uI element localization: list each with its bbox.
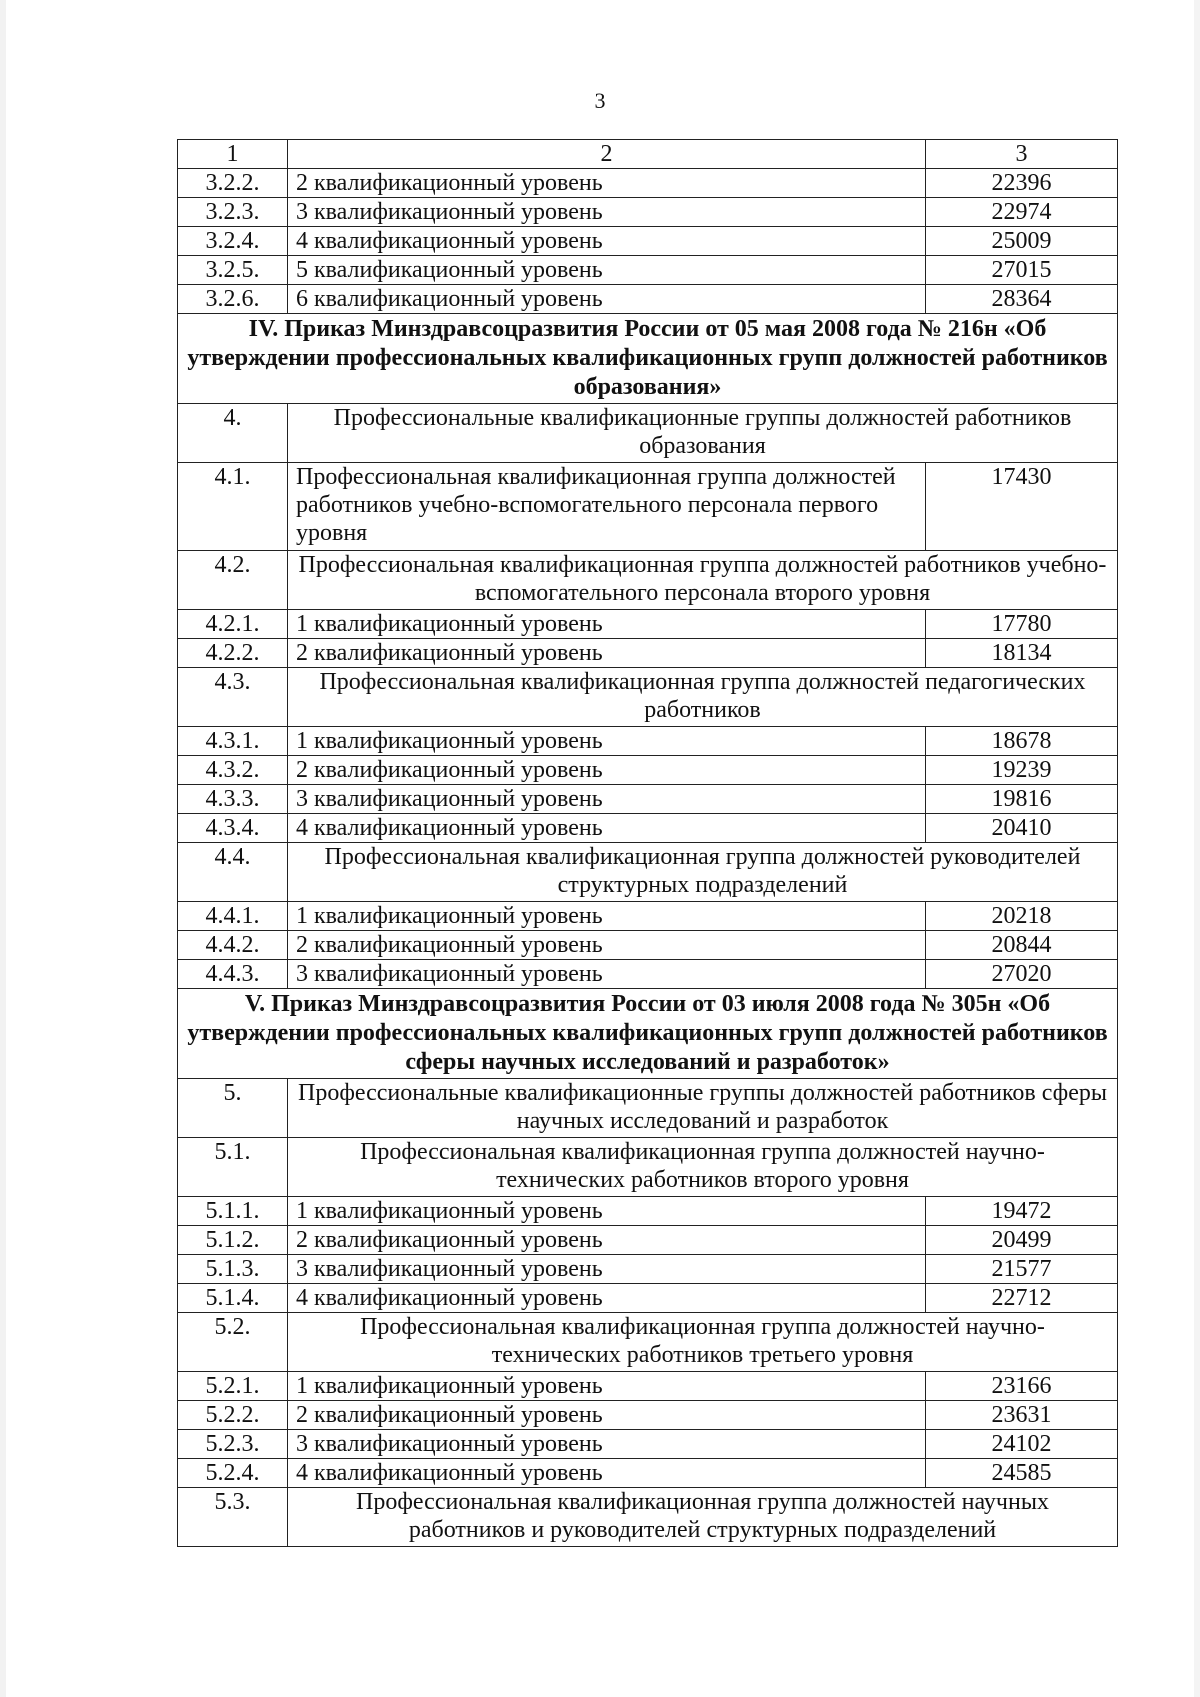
row-code: 4.3.2. bbox=[178, 756, 288, 785]
row-code: 3.2.3. bbox=[178, 198, 288, 227]
row-value: 19239 bbox=[926, 756, 1118, 785]
row-name: 6 квалификационный уровень bbox=[288, 285, 926, 314]
group-title: Профессиональная квалификационная группа должностей педагогических работников bbox=[288, 668, 1118, 727]
table-row bbox=[178, 285, 1118, 314]
column-header-2: 2 bbox=[288, 140, 926, 169]
salary-table bbox=[177, 139, 1118, 1547]
row-name: 3 квалификационный уровень bbox=[288, 1255, 926, 1284]
row-code: 3.2.2. bbox=[178, 169, 288, 198]
group-row bbox=[178, 668, 1118, 727]
row-name: 2 квалификационный уровень bbox=[288, 1226, 926, 1255]
table-body bbox=[178, 140, 1118, 1547]
row-value: 22712 bbox=[926, 1284, 1118, 1313]
row-code: 5.2. bbox=[178, 1313, 288, 1372]
row-name: 2 квалификационный уровень bbox=[288, 639, 926, 668]
row-code: 5.1. bbox=[178, 1138, 288, 1197]
row-code: 5. bbox=[178, 1079, 288, 1138]
row-name: 2 квалификационный уровень bbox=[288, 1401, 926, 1430]
table-row bbox=[178, 1284, 1118, 1313]
group-title: Профессиональная квалификационная группа должностей научно-технических работников третьего уровня bbox=[288, 1313, 1118, 1372]
row-code: 4.2.2. bbox=[178, 639, 288, 668]
group-row bbox=[178, 404, 1118, 463]
column-header-1: 1 bbox=[178, 140, 288, 169]
group-row bbox=[178, 1138, 1118, 1197]
row-name: Профессиональная квалификационная группа должностей работников учебно-вспомогательного персонала первого уровня bbox=[288, 463, 926, 551]
row-code: 4.3.1. bbox=[178, 727, 288, 756]
row-name: 5 квалификационный уровень bbox=[288, 256, 926, 285]
row-value: 23631 bbox=[926, 1401, 1118, 1430]
row-value: 21577 bbox=[926, 1255, 1118, 1284]
row-name: 4 квалификационный уровень bbox=[288, 814, 926, 843]
table-row bbox=[178, 931, 1118, 960]
row-name: 1 квалификационный уровень bbox=[288, 610, 926, 639]
row-code: 5.1.4. bbox=[178, 1284, 288, 1313]
section-heading-row bbox=[178, 989, 1118, 1079]
row-name: 3 квалификационный уровень bbox=[288, 960, 926, 989]
row-value: 20499 bbox=[926, 1226, 1118, 1255]
table-row bbox=[178, 227, 1118, 256]
table-row bbox=[178, 1226, 1118, 1255]
section-heading-row bbox=[178, 314, 1118, 404]
row-code: 5.1.1. bbox=[178, 1197, 288, 1226]
group-title: Профессиональная квалификационная группа должностей научных работников и руководителей структурных подразделений bbox=[288, 1488, 1118, 1547]
group-title: Профессиональная квалификационная группа должностей руководителей структурных подразделений bbox=[288, 843, 1118, 902]
table-row bbox=[178, 785, 1118, 814]
row-code: 4. bbox=[178, 404, 288, 463]
group-row bbox=[178, 1079, 1118, 1138]
group-title: Профессиональная квалификационная группа должностей научно-технических работников второго уровня bbox=[288, 1138, 1118, 1197]
row-code: 4.2. bbox=[178, 551, 288, 610]
row-name: 3 квалификационный уровень bbox=[288, 785, 926, 814]
table-row bbox=[178, 1255, 1118, 1284]
group-title: Профессиональные квалификационные группы должностей работников образования bbox=[288, 404, 1118, 463]
table-row bbox=[178, 198, 1118, 227]
row-code: 4.4. bbox=[178, 843, 288, 902]
group-title: Профессиональная квалификационная группа должностей работников учебно-вспомогательного персонала второго уровня bbox=[288, 551, 1118, 610]
row-code: 4.3. bbox=[178, 668, 288, 727]
table-row bbox=[178, 960, 1118, 989]
row-name: 1 квалификационный уровень bbox=[288, 1372, 926, 1401]
row-name: 2 квалификационный уровень bbox=[288, 931, 926, 960]
table-row bbox=[178, 256, 1118, 285]
row-code: 5.2.3. bbox=[178, 1430, 288, 1459]
row-code: 4.4.3. bbox=[178, 960, 288, 989]
section-heading: IV. Приказ Минздравсоцразвития России от 05 мая 2008 года № 216н «Об утверждении профессиональных квалификационных групп должностей работников образования» bbox=[178, 314, 1118, 404]
table-row bbox=[178, 169, 1118, 198]
row-value: 18678 bbox=[926, 727, 1118, 756]
row-value: 23166 bbox=[926, 1372, 1118, 1401]
group-row bbox=[178, 551, 1118, 610]
row-name: 3 квалификационный уровень bbox=[288, 198, 926, 227]
row-code: 5.3. bbox=[178, 1488, 288, 1547]
table-row bbox=[178, 1372, 1118, 1401]
row-value: 22974 bbox=[926, 198, 1118, 227]
table-header-row bbox=[178, 140, 1118, 169]
row-value: 18134 bbox=[926, 639, 1118, 668]
table-row bbox=[178, 1197, 1118, 1226]
row-value: 25009 bbox=[926, 227, 1118, 256]
row-value: 19472 bbox=[926, 1197, 1118, 1226]
row-code: 3.2.5. bbox=[178, 256, 288, 285]
row-name: 4 квалификационный уровень bbox=[288, 1459, 926, 1488]
row-value: 20844 bbox=[926, 931, 1118, 960]
row-name: 1 квалификационный уровень bbox=[288, 902, 926, 931]
row-code: 5.2.2. bbox=[178, 1401, 288, 1430]
table-row bbox=[178, 1459, 1118, 1488]
row-code: 4.1. bbox=[178, 463, 288, 551]
row-name: 2 квалификационный уровень bbox=[288, 169, 926, 198]
table-row bbox=[178, 1401, 1118, 1430]
row-code: 3.2.4. bbox=[178, 227, 288, 256]
table-row bbox=[178, 463, 1118, 551]
row-value: 24585 bbox=[926, 1459, 1118, 1488]
row-code: 5.2.4. bbox=[178, 1459, 288, 1488]
group-row bbox=[178, 843, 1118, 902]
group-title: Профессиональные квалификационные группы должностей работников сферы научных исследований и разработок bbox=[288, 1079, 1118, 1138]
group-row bbox=[178, 1488, 1118, 1547]
column-header-3: 3 bbox=[926, 140, 1118, 169]
table-row bbox=[178, 902, 1118, 931]
row-name: 2 квалификационный уровень bbox=[288, 756, 926, 785]
row-code: 5.1.2. bbox=[178, 1226, 288, 1255]
row-name: 1 квалификационный уровень bbox=[288, 1197, 926, 1226]
row-name: 4 квалификационный уровень bbox=[288, 227, 926, 256]
page-number: 3 bbox=[594, 88, 606, 113]
row-value: 17430 bbox=[926, 463, 1118, 551]
table-row bbox=[178, 727, 1118, 756]
row-value: 20410 bbox=[926, 814, 1118, 843]
row-value: 28364 bbox=[926, 285, 1118, 314]
row-code: 4.4.1. bbox=[178, 902, 288, 931]
row-name: 1 квалификационный уровень bbox=[288, 727, 926, 756]
row-value: 27020 bbox=[926, 960, 1118, 989]
row-code: 4.4.2. bbox=[178, 931, 288, 960]
row-value: 27015 bbox=[926, 256, 1118, 285]
row-value: 19816 bbox=[926, 785, 1118, 814]
table-row bbox=[178, 814, 1118, 843]
scan-edge-left bbox=[0, 0, 6, 1697]
row-code: 3.2.6. bbox=[178, 285, 288, 314]
row-code: 4.3.4. bbox=[178, 814, 288, 843]
row-name: 4 квалификационный уровень bbox=[288, 1284, 926, 1313]
table-row bbox=[178, 1430, 1118, 1459]
row-value: 20218 bbox=[926, 902, 1118, 931]
row-value: 22396 bbox=[926, 169, 1118, 198]
row-value: 24102 bbox=[926, 1430, 1118, 1459]
table-row bbox=[178, 639, 1118, 668]
row-value: 17780 bbox=[926, 610, 1118, 639]
table-row bbox=[178, 756, 1118, 785]
row-code: 5.2.1. bbox=[178, 1372, 288, 1401]
table-row bbox=[178, 610, 1118, 639]
row-name: 3 квалификационный уровень bbox=[288, 1430, 926, 1459]
section-heading: V. Приказ Минздравсоцразвития России от 03 июля 2008 года № 305н «Об утверждении профессиональных квалификационных групп должностей работников сферы научных исследований и разработок» bbox=[178, 989, 1118, 1079]
row-code: 4.3.3. bbox=[178, 785, 288, 814]
row-code: 5.1.3. bbox=[178, 1255, 288, 1284]
group-row bbox=[178, 1313, 1118, 1372]
row-code: 4.2.1. bbox=[178, 610, 288, 639]
scan-edge-right bbox=[1194, 0, 1200, 1697]
